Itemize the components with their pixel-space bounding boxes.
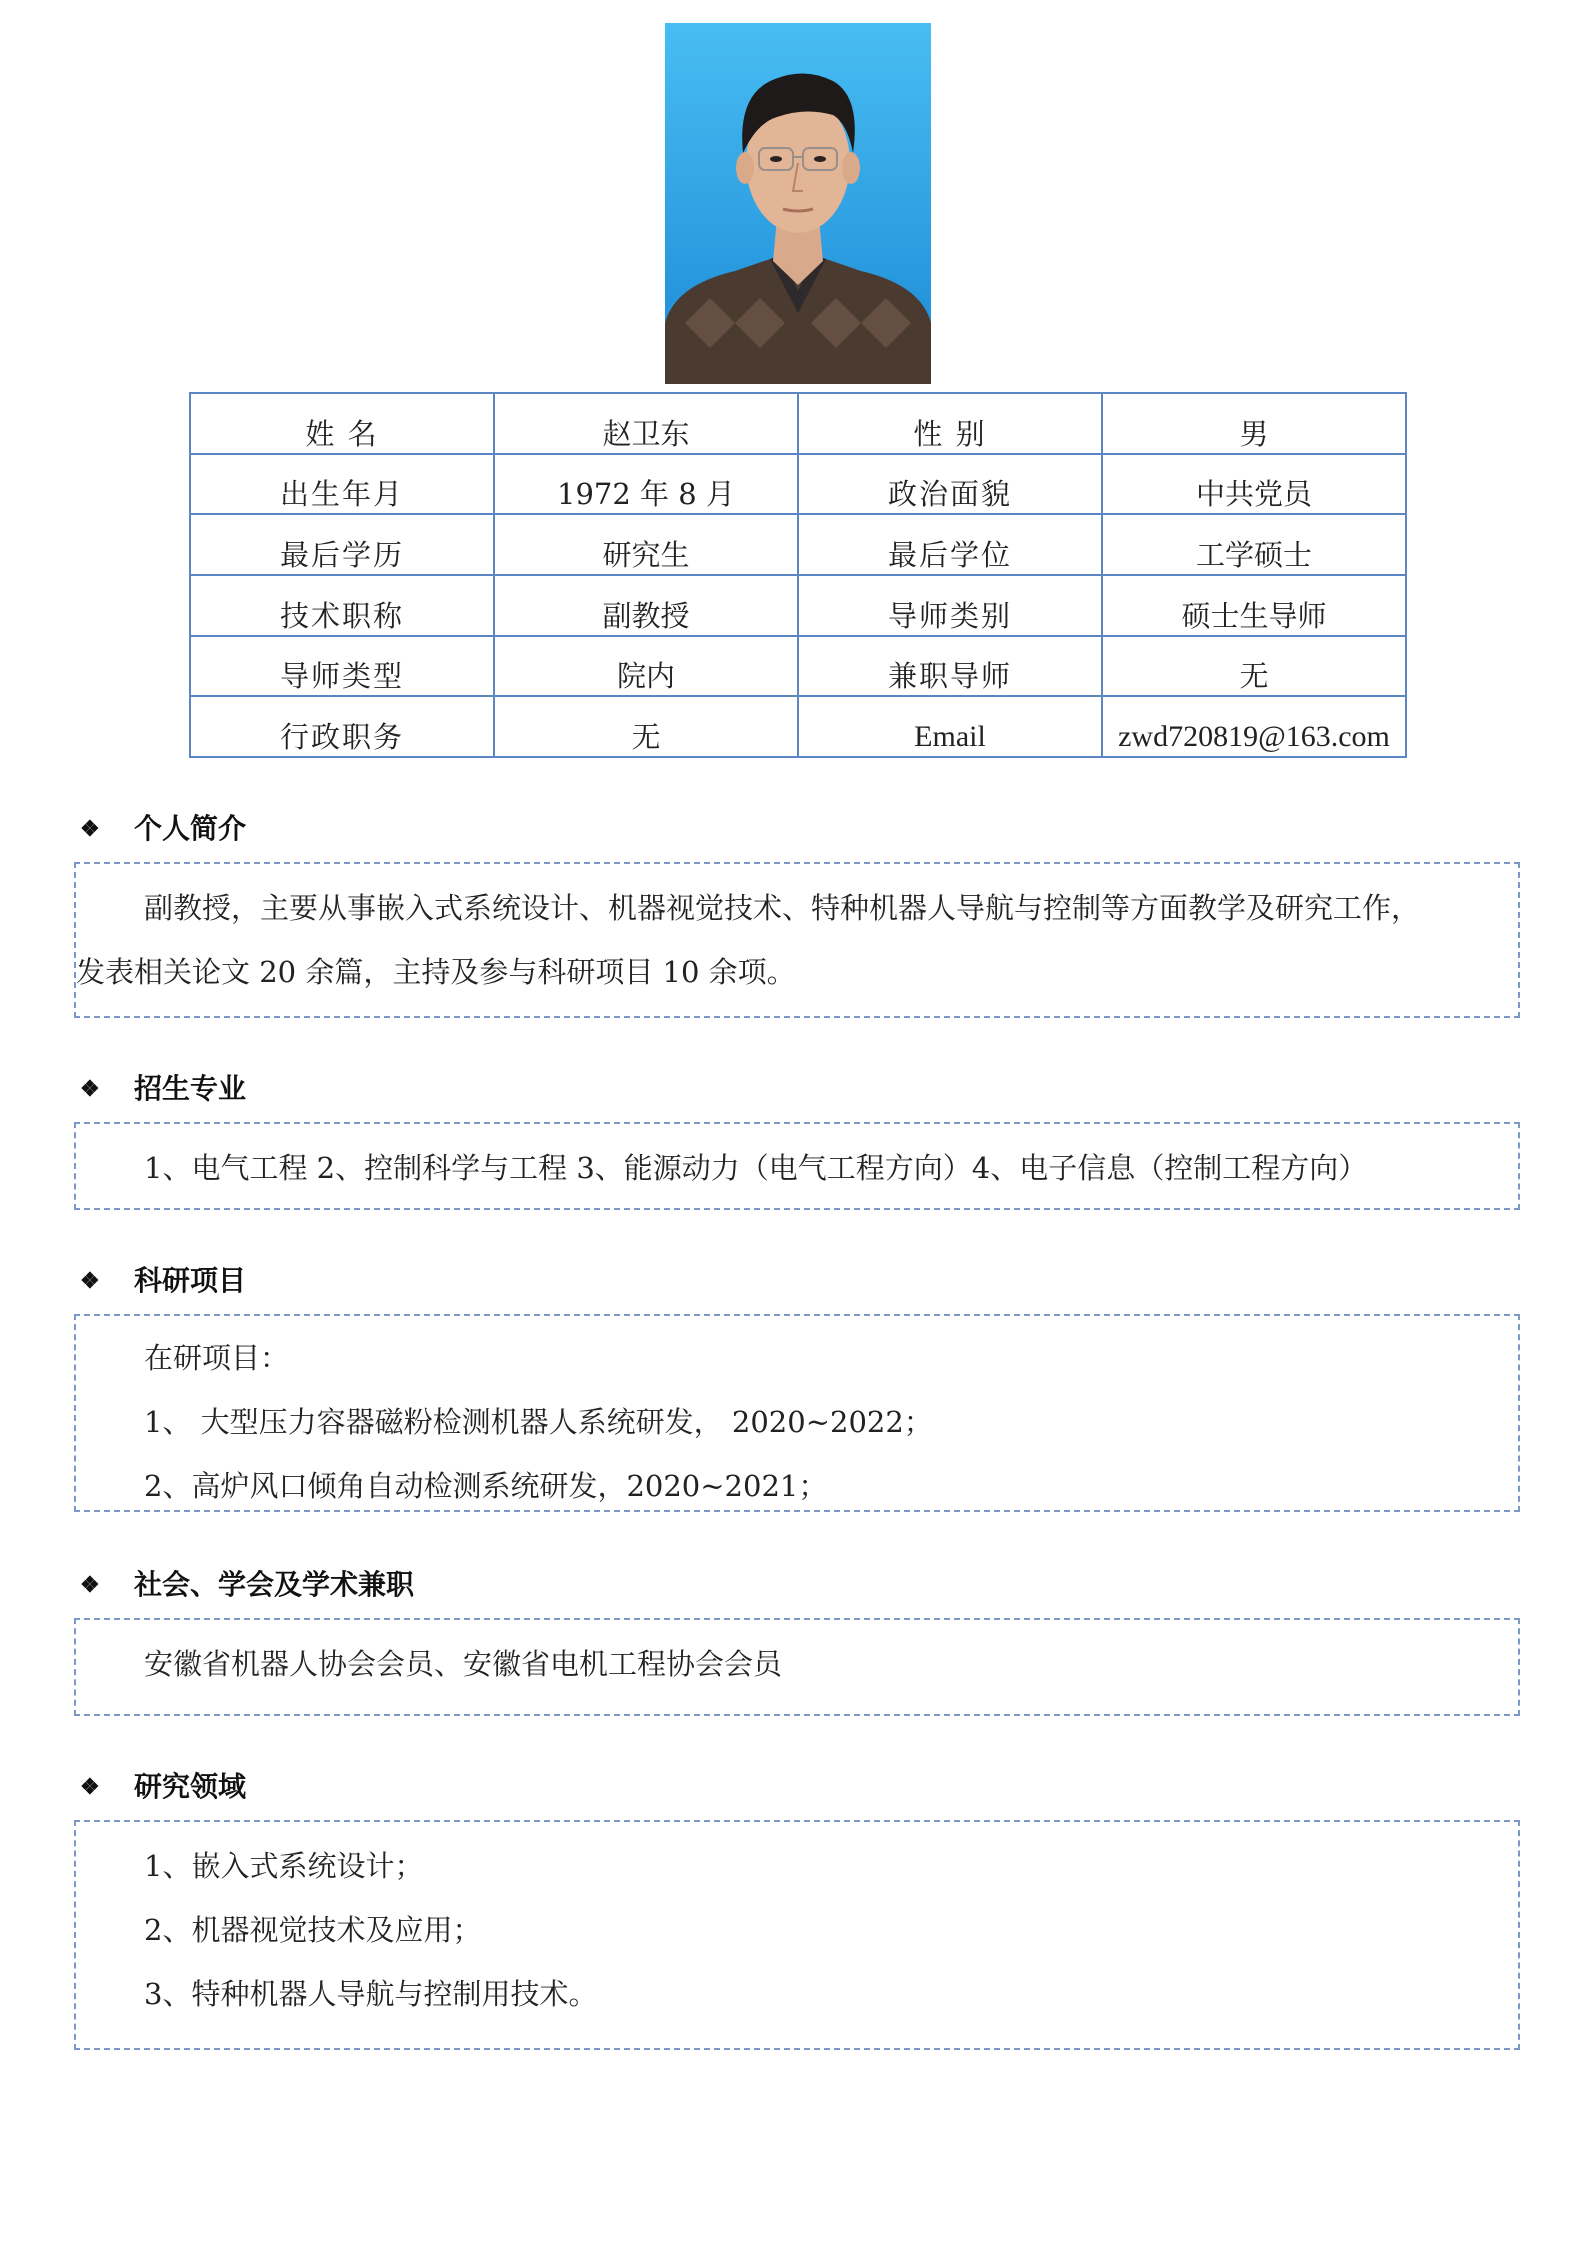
table-row — [190, 575, 1406, 636]
label-title: 技术职称 — [190, 575, 494, 636]
section-title-research — [80, 1770, 246, 1804]
value-education: 研究生 — [494, 514, 798, 575]
diamond-bullet-icon: ❖ — [80, 816, 100, 842]
diamond-bullet-icon: ❖ — [80, 1774, 100, 1800]
value-political-status: 中共党员 — [1102, 454, 1406, 515]
table-row — [190, 696, 1406, 757]
portrait-photo — [665, 23, 931, 384]
value-admin-post: 无 — [494, 696, 798, 757]
society-box — [74, 1618, 1520, 1716]
label-name: 姓 名 — [190, 393, 494, 454]
label-gender: 性 别 — [798, 393, 1102, 454]
section-title-text: 科研项目 — [134, 1264, 247, 1297]
value-gender: 男 — [1102, 393, 1406, 454]
label-admin-post: 行政职务 — [190, 696, 494, 757]
value-degree: 工学硕士 — [1102, 514, 1406, 575]
intro-line-2: 发表相关论文 20 余篇，主持及参与科研项目 10 余项。 — [76, 955, 796, 989]
personal-info-table — [189, 392, 1407, 758]
section-title-text: 研究领域 — [134, 1770, 247, 1803]
section-title-society — [80, 1568, 414, 1602]
value-supervisor-category: 硕士生导师 — [1102, 575, 1406, 636]
research-item: 3、特种机器人导航与控制用技术。 — [144, 1977, 598, 2011]
value-part-time-supervisor: 无 — [1102, 636, 1406, 697]
diamond-bullet-icon: ❖ — [80, 1268, 100, 1294]
label-degree: 最后学位 — [798, 514, 1102, 575]
project-item: 2、高炉风口倾角自动检测系统研发，2020~2021； — [144, 1469, 828, 1503]
research-item: 1、嵌入式系统设计； — [144, 1849, 424, 1883]
value-name: 赵卫东 — [494, 393, 798, 454]
section-title-text: 个人简介 — [134, 812, 247, 845]
label-education: 最后学历 — [190, 514, 494, 575]
value-title: 副教授 — [494, 575, 798, 636]
section-title-text: 社会、学会及学术兼职 — [134, 1568, 415, 1601]
intro-box — [74, 862, 1520, 1018]
table-row — [190, 454, 1406, 515]
value-birth-date: 1972 年 8 月 — [494, 454, 798, 515]
section-title-projects — [80, 1264, 246, 1298]
research-box — [74, 1820, 1520, 2050]
research-item: 2、机器视觉技术及应用； — [144, 1913, 482, 1947]
majors-box — [74, 1122, 1520, 1210]
label-part-time-supervisor: 兼职导师 — [798, 636, 1102, 697]
projects-heading: 在研项目： — [144, 1341, 290, 1375]
label-birth-date: 出生年月 — [190, 454, 494, 515]
section-title-text: 招生专业 — [134, 1072, 247, 1105]
intro-line-1: 副教授，主要从事嵌入式系统设计、机器视觉技术、特种机器人导航与控制等方面教学及研究工作， — [144, 891, 1421, 925]
value-email[interactable]: zwd720819@163.com — [1102, 696, 1406, 757]
value-supervisor-type: 院内 — [494, 636, 798, 697]
section-title-intro — [80, 812, 246, 846]
table-row — [190, 393, 1406, 454]
label-political-status: 政治面貌 — [798, 454, 1102, 515]
label-email: Email — [798, 696, 1102, 757]
table-row — [190, 636, 1406, 697]
section-title-majors — [80, 1072, 246, 1106]
society-line: 安徽省机器人协会会员、安徽省电机工程协会会员 — [144, 1647, 783, 1681]
table-row — [190, 514, 1406, 575]
project-item: 1、 大型压力容器磁粉检测机器人系统研发， 2020~2022； — [144, 1405, 933, 1439]
label-supervisor-category: 导师类别 — [798, 575, 1102, 636]
diamond-bullet-icon: ❖ — [80, 1572, 100, 1598]
label-supervisor-type: 导师类型 — [190, 636, 494, 697]
projects-box — [74, 1314, 1520, 1512]
diamond-bullet-icon: ❖ — [80, 1076, 100, 1102]
majors-line: 1、电气工程 2、控制科学与工程 3、能源动力（电气工程方向）4、电子信息（控制工程方向） — [144, 1151, 1368, 1185]
